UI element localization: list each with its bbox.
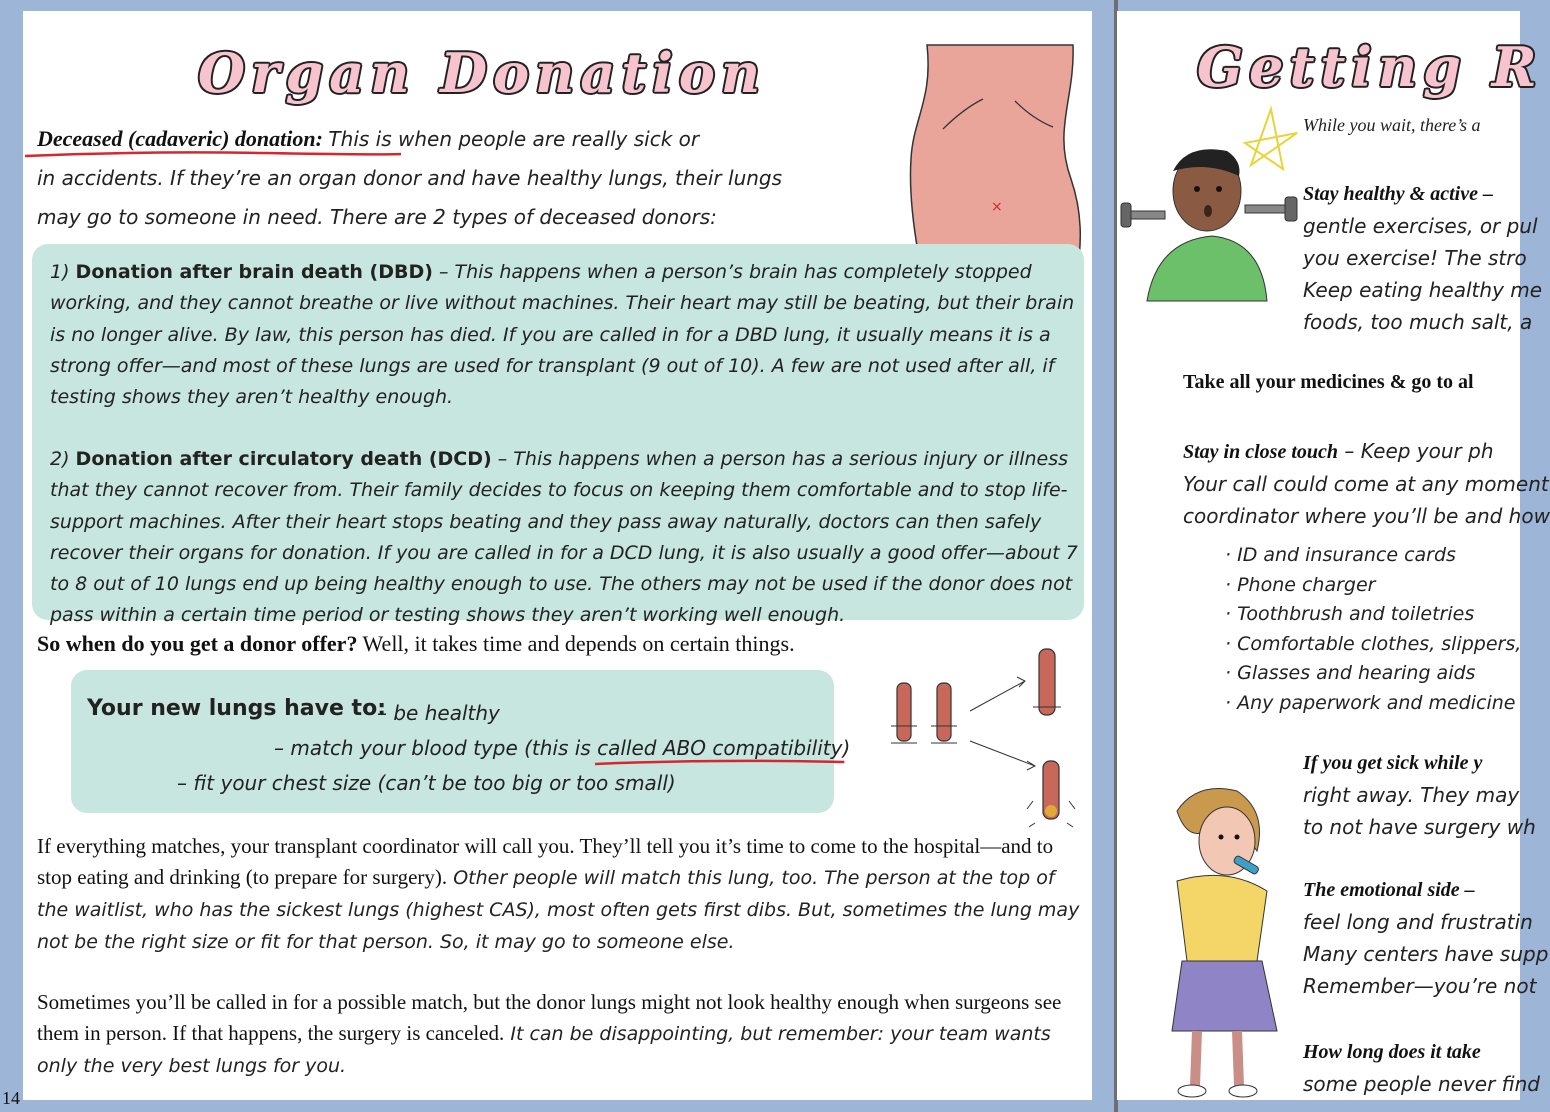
list-item: · Toothbrush and toiletries (1225, 600, 1521, 630)
dcd-paragraph: 2) Donation after circulatory death (DCD) – This happens when a person has a serious injury or illness that they cannot recover from. Their family decides to focus on keeping them comfortable and to stop life-support machines. After their heart stops beating and they pass away naturally, doctors can then safely recover their organs for donation. If you are called in for a DCD lung, it is also usually a good offer—about 7 to 8 out of 10 lungs end up being healthy enough to use. The others may not be used if the donor does not pass within a certain time period or testing shows they aren’t working well enough. (50, 448, 1078, 627)
red-underline (593, 758, 846, 766)
deceased-donation-term: Deceased (cadaveric) donation: (37, 126, 328, 151)
page-number: 14 (2, 1088, 20, 1108)
list-item: · ID and insurance cards (1225, 541, 1521, 571)
torso-illustration (903, 39, 1093, 269)
criteria-heading: Your new lungs have to: (87, 696, 386, 721)
list-item: · Comfortable clothes, slippers, (1225, 630, 1521, 660)
how-long-section: How long does it take some people never find (1303, 1041, 1540, 1096)
page-title: Organ Donation (198, 41, 767, 105)
criteria-item: – fit your chest size (can’t be too big or too small) (177, 771, 676, 795)
if-sick-section: If you get sick while y right away. They may to not have surgery wh (1303, 752, 1536, 839)
donor-types-box (32, 244, 1084, 627)
stay-in-touch-section: Stay in close touch – Keep your ph Your call could come at any moment coordinator where you’ll be and how (1183, 439, 1550, 528)
stay-healthy-section: Stay healthy & active – gentle exercises, or pul you exercise! The stro Keep eating healthy me foods, too much salt, a (1303, 183, 1543, 334)
criteria-item: – be healthy (377, 701, 500, 725)
waiting-intro: While you wait, there’s a (1303, 115, 1481, 135)
list-item: · Any paperwork and medicine (1225, 689, 1521, 719)
criteria-item: – match your blood type (this is called ABO compatibility ) (274, 736, 850, 760)
page-title: Getting R (1197, 35, 1543, 99)
list-item: · Glasses and hearing aids (1225, 659, 1521, 689)
emotional-side-section: The emotional side – feel long and frustratin Many centers have supp Remember—you’re not (1303, 879, 1549, 998)
take-medicines-line: Take all your medicines & go to al (1183, 371, 1474, 393)
abo-term: called ABO compatibility (597, 736, 842, 760)
donor-offer-line: So when do you get a donor offer? Well, it takes time and depends on certain things. (37, 631, 795, 656)
dbd-heading: Donation after brain death (DBD) (75, 261, 433, 283)
canceled-surgery-paragraph: Sometimes you’ll be called in for a possible match, but the donor lungs might not look healthy enough when surgeons see them in person. If that happens, the surgery is canceled. It can be disappointing, but remember: your team wants only the very best lungs for you. (37, 990, 1062, 1077)
boy-with-dumbbells-illustration (1117, 131, 1302, 301)
match-paragraph: If everything matches, your transplant coordinator will call you. They’ll tell you it’s time to come to the hospital—and to stop eating and drinking (to prepare for surgery). Other people will match this lung, too. The person at the top of the waitlist, who has the sickest lungs (highest CAS), most often gets first dibs. But, sometimes the lung may not be the right size or fit for that person. So, it may go to someone else. (37, 834, 1080, 953)
right-page (1117, 11, 1550, 1100)
packing-list (1225, 541, 1521, 718)
list-item: · Phone charger (1225, 571, 1521, 601)
lung-criteria-box (71, 670, 851, 813)
dbd-paragraph: 1) Donation after brain death (DBD) – This happens when a person’s brain has completely stopped working, and they cannot breathe or live without machines. Their heart may still be beating, but their brain is no longer alive. By law, this person has died. If you are called in for a DBD lung, it usually means it is a strong offer—and most of these lungs are used for transplant (9 out of 10). A few are not used after all, if testing shows they aren’t healthy enough. (50, 261, 1075, 409)
intro-paragraph: Deceased (cadaveric) donation: This is when people are really sick or in accidents. If they’re an organ donor and have healthy lungs, their lungs may go to someone in need. There are 2 types of deceased donors: (37, 119, 877, 237)
test-tubes-illustration (885, 631, 1085, 831)
svg-text:×: × (991, 199, 1003, 215)
red-underline (23, 149, 403, 159)
dcd-heading: Donation after circulatory death (DCD) (75, 448, 492, 470)
left-page (23, 11, 1092, 1100)
girl-with-inhaler-illustration (1137, 771, 1297, 1101)
